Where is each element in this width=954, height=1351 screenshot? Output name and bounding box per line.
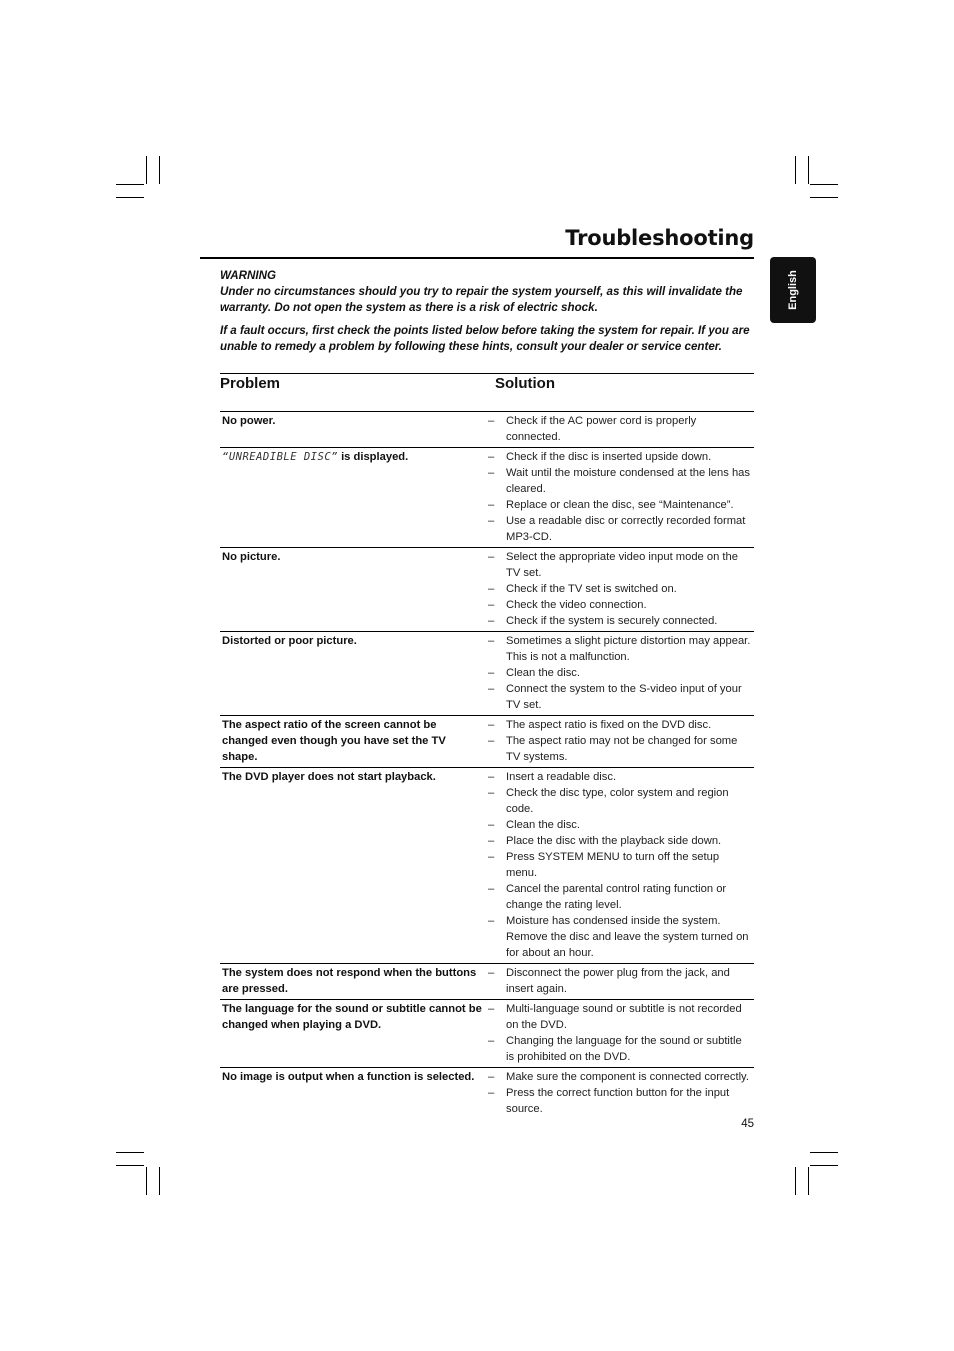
problem-column-header: Problem xyxy=(220,375,281,392)
problem-text: The aspect ratio of the screen cannot be changed even though you have set the TV shape. xyxy=(222,719,446,763)
problem-cell xyxy=(220,549,484,629)
table-row xyxy=(220,631,754,715)
warning-text: Under no circumstances should you try to repair the system yourself, as this will invalidate the warranty. Do not open the system as there is a risk of electric shock. xyxy=(220,285,743,314)
solution-item: – Connect the system to the S-video input of your TV set. xyxy=(484,681,754,713)
table-row xyxy=(220,715,754,767)
problem-text: Distorted or poor picture. xyxy=(222,635,357,647)
warning-hint: If a fault occurs, first check the points listed below before taking the system for repair. If you are unable to remedy a problem by following these hints, consult your dealer or service center. xyxy=(220,324,750,353)
problem-text: No picture. xyxy=(222,551,281,563)
solution-item: – Clean the disc. xyxy=(484,665,754,681)
solution-item: – Cancel the parental control rating function or change the rating level. xyxy=(484,881,754,913)
solution-item: – Wait until the moisture condensed at the lens has cleared. xyxy=(484,465,754,497)
solution-item: – Place the disc with the playback side down. xyxy=(484,833,754,849)
table-row xyxy=(220,1067,754,1119)
solution-item: – Multi-language sound or subtitle is not recorded on the DVD. xyxy=(484,1001,754,1033)
solution-item: – Moisture has condensed inside the system. Remove the disc and leave the system turned on for about an hour. xyxy=(484,913,754,961)
solution-item: – Check if the TV set is switched on. xyxy=(484,581,754,597)
warning-block xyxy=(220,268,754,355)
solution-item: – Insert a readable disc. xyxy=(484,769,754,785)
problem-text: No image is output when a function is selected. xyxy=(222,1071,475,1083)
troubleshooting-table xyxy=(220,411,754,1119)
solution-item: – Replace or clean the disc, see “Maintenance”. xyxy=(484,497,754,513)
solution-list xyxy=(484,633,754,713)
solution-list xyxy=(484,1001,754,1065)
solution-item: – Press the correct function button for the input source. xyxy=(484,1085,754,1117)
problem-text: is displayed. xyxy=(337,451,409,463)
solution-item: – Sometimes a slight picture distortion may appear. This is not a malfunction. xyxy=(484,633,754,665)
problem-text: The system does not respond when the buttons are pressed. xyxy=(222,967,477,995)
solution-item: – The aspect ratio may not be changed for some TV systems. xyxy=(484,733,754,765)
problem-text: No power. xyxy=(222,415,276,427)
solution-list xyxy=(484,413,754,445)
problem-cell xyxy=(220,1069,484,1117)
solution-list xyxy=(484,717,754,765)
solution-item: – The aspect ratio is fixed on the DVD disc. xyxy=(484,717,754,733)
warning-heading: WARNING xyxy=(220,269,277,282)
table-header-rule xyxy=(220,373,754,374)
problem-text: The DVD player does not start playback. xyxy=(222,771,436,783)
table-row xyxy=(220,447,754,547)
table-row xyxy=(220,767,754,963)
solution-column-header: Solution xyxy=(495,375,555,392)
language-tab xyxy=(770,257,816,323)
solution-list xyxy=(484,449,754,545)
table-row xyxy=(220,411,754,447)
title-rule xyxy=(200,257,754,259)
solution-item: – Make sure the component is connected correctly. xyxy=(484,1069,754,1085)
problem-cell xyxy=(220,449,484,545)
solution-item: – Press SYSTEM MENU to turn off the setup menu. xyxy=(484,849,754,881)
problem-cell xyxy=(220,717,484,765)
problem-cell xyxy=(220,633,484,713)
table-row xyxy=(220,999,754,1067)
solution-list xyxy=(484,1069,754,1117)
solution-list xyxy=(484,549,754,629)
problem-cell xyxy=(220,769,484,961)
solution-item: – Check the disc type, color system and region code. xyxy=(484,785,754,817)
table-row xyxy=(220,963,754,999)
solution-item: – Check if the system is securely connected. xyxy=(484,613,754,629)
solution-item: – Disconnect the power plug from the jack, and insert again. xyxy=(484,965,754,997)
display-message: “UNREADIBLE DISC” xyxy=(222,451,338,463)
problem-cell xyxy=(220,1001,484,1065)
solution-item: – Check the video connection. xyxy=(484,597,754,613)
solution-item: – Changing the language for the sound or subtitle is prohibited on the DVD. xyxy=(484,1033,754,1065)
solution-item: – Use a readable disc or correctly recorded format MP3-CD. xyxy=(484,513,754,545)
solution-item: – Select the appropriate video input mode on the TV set. xyxy=(484,549,754,581)
problem-cell xyxy=(220,413,484,445)
solution-list xyxy=(484,769,754,961)
language-tab-label: English xyxy=(787,270,799,310)
page-title: Troubleshooting xyxy=(565,226,754,250)
problem-text: The language for the sound or subtitle cannot be changed when playing a DVD. xyxy=(222,1003,482,1031)
solution-list xyxy=(484,965,754,997)
solution-item: – Check if the AC power cord is properly connected. xyxy=(484,413,754,445)
solution-item: – Check if the disc is inserted upside down. xyxy=(484,449,754,465)
page-number: 45 xyxy=(741,1118,754,1130)
table-row xyxy=(220,547,754,631)
problem-cell xyxy=(220,965,484,997)
solution-item: – Clean the disc. xyxy=(484,817,754,833)
